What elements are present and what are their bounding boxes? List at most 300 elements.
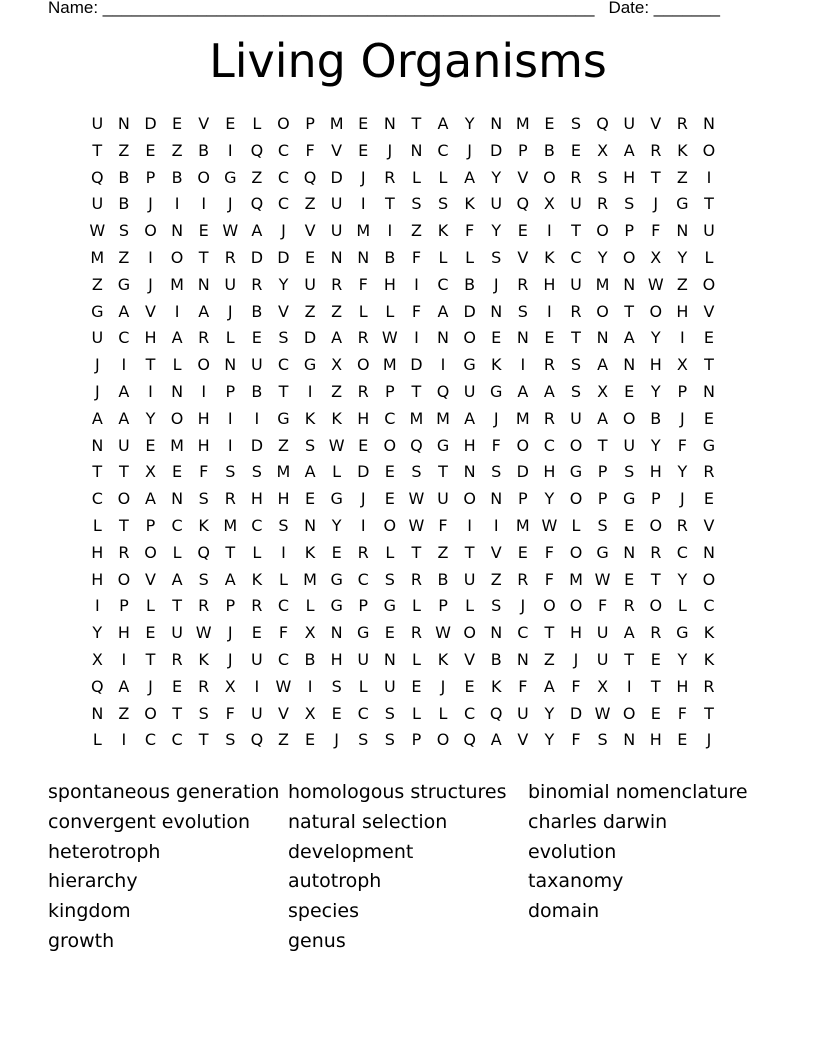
grid-letter: V <box>304 221 316 241</box>
grid-letter: P <box>624 221 634 241</box>
grid-letter: T <box>571 221 581 241</box>
name-field-label: Name: ____________________________________________________ <box>48 0 595 17</box>
grid-letter: J <box>706 730 712 750</box>
grid-letter: W <box>381 328 398 348</box>
grid-letter: S <box>411 462 422 482</box>
grid-letter: A <box>118 408 130 428</box>
grid-letter: H <box>117 623 130 643</box>
grid-letter: M <box>515 408 530 428</box>
grid-letter: E <box>624 381 635 401</box>
grid-letter: F <box>677 703 687 723</box>
date-field-label: Date: _______ <box>608 0 720 17</box>
grid-letter: R <box>703 676 715 696</box>
grid-letter: O <box>436 730 450 750</box>
grid-letter: A <box>198 301 210 321</box>
grid-letter: Q <box>197 542 210 562</box>
grid-letter: E <box>304 247 316 267</box>
grid-letter: H <box>569 623 582 643</box>
grid-letter: G <box>676 623 689 643</box>
grid-letter: K <box>198 515 209 535</box>
word-list <box>48 778 768 957</box>
grid-letter: J <box>493 274 499 294</box>
grid-letter: U <box>596 649 609 669</box>
grid-letter: G <box>330 596 343 616</box>
grid-letter: S <box>517 301 528 321</box>
grid-letter: L <box>385 542 395 562</box>
grid-letter: K <box>490 355 502 375</box>
word-list-item: genus <box>288 929 346 952</box>
grid-letter: L <box>465 596 475 616</box>
grid-letter: T <box>650 569 661 589</box>
grid-letter: T <box>597 435 608 455</box>
grid-letter: F <box>411 301 422 321</box>
grid-letter: E <box>198 221 209 241</box>
grid-letter: E <box>650 649 661 669</box>
grid-letter: G <box>622 489 636 509</box>
grid-letter: Q <box>463 730 476 750</box>
grid-letter: F <box>465 221 475 241</box>
grid-letter: M <box>356 221 371 241</box>
grid-letter: Z <box>118 140 130 160</box>
grid-letter: P <box>119 596 129 616</box>
grid-letter: A <box>623 328 635 348</box>
grid-letter: O <box>144 703 157 723</box>
grid-letter: E <box>358 114 369 133</box>
grid-letter: T <box>624 301 635 321</box>
grid-letter: E <box>358 140 369 160</box>
grid-letter: N <box>490 489 503 509</box>
grid-letter: O <box>622 408 636 428</box>
grid-letter: U <box>570 194 582 214</box>
letter-grid <box>84 111 722 754</box>
grid-letter: H <box>543 462 556 482</box>
grid-letter: Q <box>303 167 317 187</box>
grid-letter: P <box>438 596 448 616</box>
grid-letter: Z <box>543 649 555 669</box>
grid-letter: R <box>650 542 662 562</box>
grid-letter: H <box>676 301 689 321</box>
grid-letter: V <box>517 730 529 750</box>
grid-letter: O <box>702 140 716 160</box>
grid-letter: I <box>467 515 472 535</box>
grid-letter: I <box>706 167 712 187</box>
grid-letter: O <box>569 435 583 455</box>
grid-letter: U <box>623 435 636 455</box>
grid-letter: I <box>174 301 180 321</box>
grid-letter: Y <box>145 408 156 428</box>
grid-letter: Y <box>544 730 555 750</box>
grid-letter: O <box>197 167 210 187</box>
grid-letter: B <box>543 140 555 160</box>
grid-letter: A <box>437 114 449 133</box>
word-list-item: charles darwin <box>528 810 668 833</box>
grid-letter: U <box>91 114 104 133</box>
grid-letter: K <box>703 649 715 669</box>
grid-letter: N <box>171 381 184 401</box>
grid-letter: G <box>357 623 370 643</box>
grid-letter: E <box>544 328 555 348</box>
grid-letter: V <box>703 515 715 535</box>
grid-letter: N <box>383 649 396 669</box>
grid-letter: X <box>597 676 609 696</box>
grid-letter: B <box>304 649 316 669</box>
grid-letter: O <box>383 435 397 455</box>
grid-letter: G <box>224 167 237 187</box>
grid-letter: P <box>145 167 156 187</box>
grid-letter: Y <box>331 515 342 535</box>
grid-letter: C <box>91 489 103 509</box>
grid-letter: B <box>118 167 130 187</box>
grid-letter: O <box>622 247 636 267</box>
grid-letter: T <box>411 114 422 133</box>
grid-letter: X <box>304 623 316 643</box>
grid-letter: E <box>544 114 555 133</box>
grid-letter: J <box>94 355 100 375</box>
grid-letter: N <box>463 462 476 482</box>
grid-letter: Q <box>250 730 264 750</box>
grid-letter: J <box>227 649 233 669</box>
grid-letter: N <box>596 328 609 348</box>
grid-letter: F <box>491 435 501 455</box>
grid-letter: E <box>331 542 342 562</box>
grid-letter: Q <box>91 167 104 187</box>
grid-letter: Q <box>436 381 450 401</box>
grid-letter: X <box>543 194 555 214</box>
grid-letter: F <box>677 435 687 455</box>
grid-letter: I <box>281 542 286 562</box>
grid-letter: U <box>251 355 263 375</box>
grid-letter: A <box>517 381 529 401</box>
grid-letter: R <box>410 623 422 643</box>
grid-letter: C <box>437 140 449 160</box>
grid-letter: P <box>597 489 608 509</box>
grid-letter: I <box>201 194 207 214</box>
grid-letter: E <box>491 328 502 348</box>
grid-letter: I <box>148 381 153 401</box>
grid-letter: O <box>383 515 397 535</box>
grid-letter: T <box>145 649 156 669</box>
grid-letter: R <box>650 140 662 160</box>
grid-letter: I <box>414 274 419 294</box>
grid-letter: L <box>252 542 262 562</box>
grid-letter: N <box>490 301 503 321</box>
grid-letter: V <box>650 114 662 133</box>
grid-letter: R <box>384 167 396 187</box>
grid-letter: U <box>570 274 582 294</box>
grid-letter: S <box>198 489 209 509</box>
grid-letter: U <box>224 274 237 294</box>
grid-letter: M <box>170 274 184 294</box>
grid-letter: N <box>490 114 503 133</box>
grid-letter: M <box>409 408 424 428</box>
grid-letter: P <box>597 462 608 482</box>
grid-letter: W <box>408 515 425 535</box>
grid-letter: O <box>702 569 716 589</box>
grid-letter: L <box>146 596 155 616</box>
grid-letter: C <box>517 623 529 643</box>
grid-letter: L <box>465 247 475 267</box>
grid-letter: G <box>277 408 290 428</box>
grid-letter: P <box>650 489 661 509</box>
grid-letter: M <box>90 247 105 267</box>
grid-letter: D <box>569 703 583 723</box>
grid-letter: A <box>304 462 316 482</box>
grid-letter: W <box>594 703 611 723</box>
grid-letter: Z <box>171 140 183 160</box>
grid-letter: O <box>649 596 663 616</box>
grid-letter: T <box>411 381 422 401</box>
grid-letter: E <box>145 140 156 160</box>
grid-letter: N <box>702 542 715 562</box>
grid-letter: J <box>227 194 233 214</box>
grid-letter: B <box>251 301 263 321</box>
grid-letter: O <box>649 515 663 535</box>
grid-letter: U <box>703 221 715 241</box>
grid-letter: O <box>569 596 583 616</box>
word-list-item: convergent evolution <box>48 810 251 833</box>
grid-letter: I <box>121 649 127 669</box>
grid-letter: R <box>676 515 688 535</box>
grid-letter: W <box>541 515 558 535</box>
grid-letter: J <box>94 381 100 401</box>
word-list-item: autotroph <box>288 870 382 893</box>
grid-letter: R <box>357 381 369 401</box>
grid-letter: E <box>703 408 714 428</box>
grid-letter: B <box>118 194 130 214</box>
grid-letter: N <box>171 489 184 509</box>
grid-letter: F <box>544 542 554 562</box>
grid-letter: L <box>411 703 421 723</box>
grid-letter: I <box>547 221 552 241</box>
grid-letter: S <box>198 703 209 723</box>
grid-letter: Y <box>278 274 289 294</box>
grid-letter: P <box>225 596 236 616</box>
grid-letter: M <box>436 408 450 428</box>
word-list-item: evolution <box>528 840 617 863</box>
grid-letter: D <box>490 140 503 160</box>
grid-letter: F <box>358 274 368 294</box>
grid-letter: N <box>623 355 636 375</box>
word-list-item: species <box>288 900 359 923</box>
grid-letter: L <box>677 596 687 616</box>
grid-letter: X <box>676 355 688 375</box>
word-list-item: domain <box>528 900 600 923</box>
grid-letter: P <box>517 140 528 160</box>
grid-letter: R <box>517 274 529 294</box>
grid-letter: T <box>172 703 182 723</box>
grid-letter: C <box>543 435 555 455</box>
grid-letter: G <box>463 355 476 375</box>
grid-letter: H <box>197 408 210 428</box>
grid-letter: I <box>254 676 260 696</box>
grid-letter: C <box>676 542 688 562</box>
grid-letter: N <box>357 247 370 267</box>
grid-letter: Z <box>304 194 316 214</box>
grid-letter: U <box>357 649 370 669</box>
grid-letter: B <box>384 247 396 267</box>
grid-letter: J <box>334 730 339 750</box>
grid-letter: U <box>91 328 104 348</box>
grid-letter: I <box>414 328 419 348</box>
grid-letter: N <box>676 221 689 241</box>
grid-letter: O <box>277 114 290 133</box>
grid-letter: R <box>224 247 236 267</box>
grid-letter: R <box>251 596 263 616</box>
grid-letter: A <box>171 328 183 348</box>
grid-letter: T <box>464 542 475 562</box>
grid-letter: D <box>277 247 290 267</box>
grid-letter: V <box>517 247 529 267</box>
grid-letter: R <box>703 462 715 482</box>
grid-letter: G <box>117 274 131 294</box>
grid-letter: T <box>704 703 714 723</box>
grid-letter: Y <box>650 435 661 455</box>
grid-letter: N <box>383 114 396 133</box>
grid-letter: A <box>251 221 263 241</box>
grid-letter: N <box>330 247 343 267</box>
grid-letter: J <box>573 649 579 669</box>
grid-letter: D <box>357 462 370 482</box>
grid-letter: A <box>118 381 130 401</box>
grid-letter: E <box>517 221 528 241</box>
grid-letter: D <box>410 355 423 375</box>
grid-letter: C <box>277 194 290 214</box>
grid-letter: E <box>703 328 714 348</box>
grid-letter: S <box>278 328 289 348</box>
grid-letter: B <box>437 569 449 589</box>
grid-letter: I <box>227 140 233 160</box>
grid-letter: C <box>251 515 263 535</box>
grid-letter: Q <box>516 194 530 214</box>
word-list-item: spontaneous generation <box>48 781 280 803</box>
grid-letter: M <box>276 462 291 482</box>
grid-letter: M <box>170 435 184 455</box>
grid-letter: L <box>172 542 182 562</box>
grid-letter: L <box>305 596 315 616</box>
grid-letter: O <box>463 328 476 348</box>
grid-letter: Z <box>118 247 130 267</box>
grid-letter: Z <box>676 167 688 187</box>
grid-letter: H <box>649 730 662 750</box>
grid-letter: U <box>91 194 104 214</box>
grid-letter: G <box>676 194 689 214</box>
grid-letter: I <box>121 730 127 750</box>
grid-letter: E <box>517 542 528 562</box>
grid-letter: Z <box>410 221 422 241</box>
grid-letter: Y <box>677 247 688 267</box>
grid-letter: E <box>145 623 156 643</box>
grid-letter: Q <box>91 676 104 696</box>
grid-letter: B <box>650 408 662 428</box>
grid-letter: W <box>647 274 664 294</box>
grid-letter: F <box>305 140 315 160</box>
grid-letter: U <box>463 569 476 589</box>
grid-letter: B <box>198 140 210 160</box>
grid-letter: J <box>227 623 233 643</box>
grid-letter: V <box>277 703 289 723</box>
grid-letter: L <box>571 515 581 535</box>
grid-letter: I <box>148 247 153 267</box>
grid-letter: U <box>516 703 529 723</box>
grid-letter: I <box>360 515 366 535</box>
grid-letter: U <box>330 221 343 241</box>
grid-letter: U <box>623 114 636 133</box>
grid-letter: C <box>277 649 290 669</box>
grid-letter: S <box>491 596 502 616</box>
grid-letter: S <box>198 569 209 589</box>
grid-letter: S <box>624 194 635 214</box>
grid-letter: V <box>490 542 502 562</box>
grid-letter: I <box>227 408 233 428</box>
grid-letter: P <box>385 381 395 401</box>
grid-letter: T <box>92 140 103 160</box>
grid-letter: X <box>224 676 236 696</box>
grid-letter: L <box>704 247 714 267</box>
grid-letter: J <box>680 489 685 509</box>
grid-letter: A <box>490 730 502 750</box>
grid-letter: H <box>463 435 476 455</box>
grid-letter: S <box>358 730 369 750</box>
grid-letter: G <box>91 301 104 321</box>
grid-letter: U <box>304 274 316 294</box>
grid-letter: V <box>145 301 156 321</box>
grid-letter: Z <box>277 435 289 455</box>
grid-letter: K <box>464 194 475 214</box>
grid-letter: K <box>304 542 316 562</box>
grid-letter: R <box>171 649 183 669</box>
grid-letter: L <box>252 114 262 133</box>
grid-letter: S <box>491 247 502 267</box>
grid-letter: U <box>118 435 130 455</box>
grid-letter: E <box>624 515 635 535</box>
grid-letter: S <box>225 730 236 750</box>
grid-letter: E <box>384 489 395 509</box>
grid-letter: T <box>704 194 714 214</box>
grid-letter: C <box>171 730 183 750</box>
grid-letter: T <box>225 542 236 562</box>
grid-letter: S <box>384 703 395 723</box>
grid-letter: E <box>384 462 395 482</box>
grid-letter: O <box>170 247 184 267</box>
grid-letter: H <box>91 542 104 562</box>
grid-letter: A <box>597 355 609 375</box>
grid-letter: A <box>543 676 555 696</box>
grid-letter: S <box>597 730 608 750</box>
grid-letter: D <box>250 247 264 267</box>
grid-letter: R <box>331 274 343 294</box>
grid-letter: O <box>144 221 157 241</box>
grid-letter: T <box>198 247 209 267</box>
grid-letter: G <box>436 435 450 455</box>
grid-letter: L <box>92 730 102 750</box>
grid-letter: O <box>170 408 184 428</box>
grid-letter: A <box>118 676 130 696</box>
word-list-item: development <box>288 840 414 863</box>
grid-letter: W <box>408 489 425 509</box>
grid-letter: L <box>385 301 395 321</box>
grid-letter: T <box>198 730 209 750</box>
grid-letter: R <box>224 489 236 509</box>
grid-letter: Y <box>597 247 608 267</box>
grid-letter: I <box>387 221 393 241</box>
grid-letter: G <box>330 569 343 589</box>
grid-letter: N <box>516 649 529 669</box>
grid-letter: W <box>275 676 292 696</box>
grid-letter: P <box>225 381 236 401</box>
grid-letter: E <box>304 730 316 750</box>
grid-letter: I <box>493 515 499 535</box>
grid-letter: E <box>172 114 183 133</box>
